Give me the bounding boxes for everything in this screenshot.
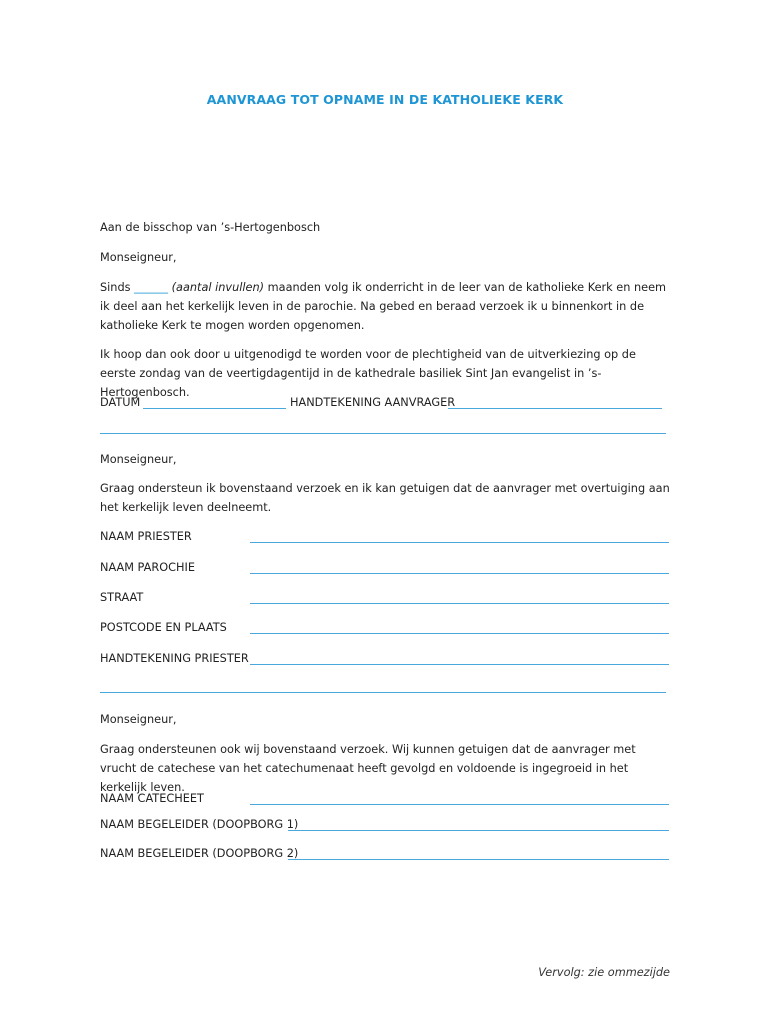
paragraph-2: Ik hoop dan ook door u uitgenodigd te worden voor de plechtigheid van de uitverkiezing op de eerste zondag van de veertigdagentijd in de kathedrale basiliek Sint Jan evangelist in ’s-Hertogenbosch. xyxy=(100,348,636,399)
section-divider-2 xyxy=(100,692,666,693)
datum-field-line[interactable] xyxy=(143,408,286,409)
catechist-field-label: NAAM BEGELEIDER (DOOPBORG 2) xyxy=(100,847,299,860)
postcode-city-line[interactable] xyxy=(250,633,669,634)
salutation-1: Monseigneur, xyxy=(100,251,177,264)
paragraph-4: Graag ondersteunen ook wij bovenstaand verzoek. Wij kunnen getuigen dat de aanvrager met vrucht de catechese van het catechumenaat heeft gevolgd en voldoende is ingegroeid in het kerkelijk leven. xyxy=(100,743,636,794)
sponsor-2-line[interactable] xyxy=(288,859,669,860)
addressee: Aan de bisschop van ’s-Hertogenbosch xyxy=(100,221,321,234)
months-hint: (aantal invullen) xyxy=(171,281,265,294)
priest-signature-line[interactable] xyxy=(250,664,669,665)
months-blank[interactable]: ______ xyxy=(134,281,169,294)
catechist-field-label: NAAM CATECHEET xyxy=(100,792,204,805)
datum-label: DATUM xyxy=(100,396,141,409)
salutation-3: Monseigneur, xyxy=(100,713,177,726)
handtekening-aanvrager-line[interactable] xyxy=(448,408,662,409)
priest-field-label: NAAM PAROCHIE xyxy=(100,561,195,574)
street-line[interactable] xyxy=(250,603,669,604)
paragraph-1-rest: maanden volg ik onderricht in de leer van de katholieke Kerk en neem ik deel aan het kerkelijk leven in de parochie. Na gebed en beraad verzoek ik u binnenkort in de katholieke Kerk te mogen worden opgenomen. xyxy=(100,281,667,332)
salutation-2: Monseigneur, xyxy=(100,453,177,466)
priest-field-label: HANDTEKENING PRIESTER xyxy=(100,652,249,665)
handtekening-aanvrager-label: HANDTEKENING AANVRAGER xyxy=(290,396,456,409)
parish-name-line[interactable] xyxy=(250,573,669,574)
document-title: AANVRAAG TOT OPNAME IN DE KATHOLIEKE KERK xyxy=(206,92,564,107)
catechist-field-label: NAAM BEGELEIDER (DOOPBORG 1) xyxy=(100,818,299,831)
section-divider-1 xyxy=(100,433,666,434)
paragraph-3: Graag ondersteun ik bovenstaand verzoek en ik kan getuigen dat de aanvrager met overtuiging aan het kerkelijk leven deelneemt. xyxy=(100,482,670,514)
priest-field-label: POSTCODE EN PLAATS xyxy=(100,621,227,634)
paragraph-1-prefix: Sinds xyxy=(100,281,131,294)
catechist-name-line[interactable] xyxy=(250,804,669,805)
sponsor-1-line[interactable] xyxy=(288,830,669,831)
paragraph-1 xyxy=(100,278,670,335)
priest-field-label: STRAAT xyxy=(100,591,144,604)
priest-name-line[interactable] xyxy=(250,542,669,543)
priest-field-label: NAAM PRIESTER xyxy=(100,530,192,543)
footer-continuation: Vervolg: zie ommezijde xyxy=(538,966,670,979)
